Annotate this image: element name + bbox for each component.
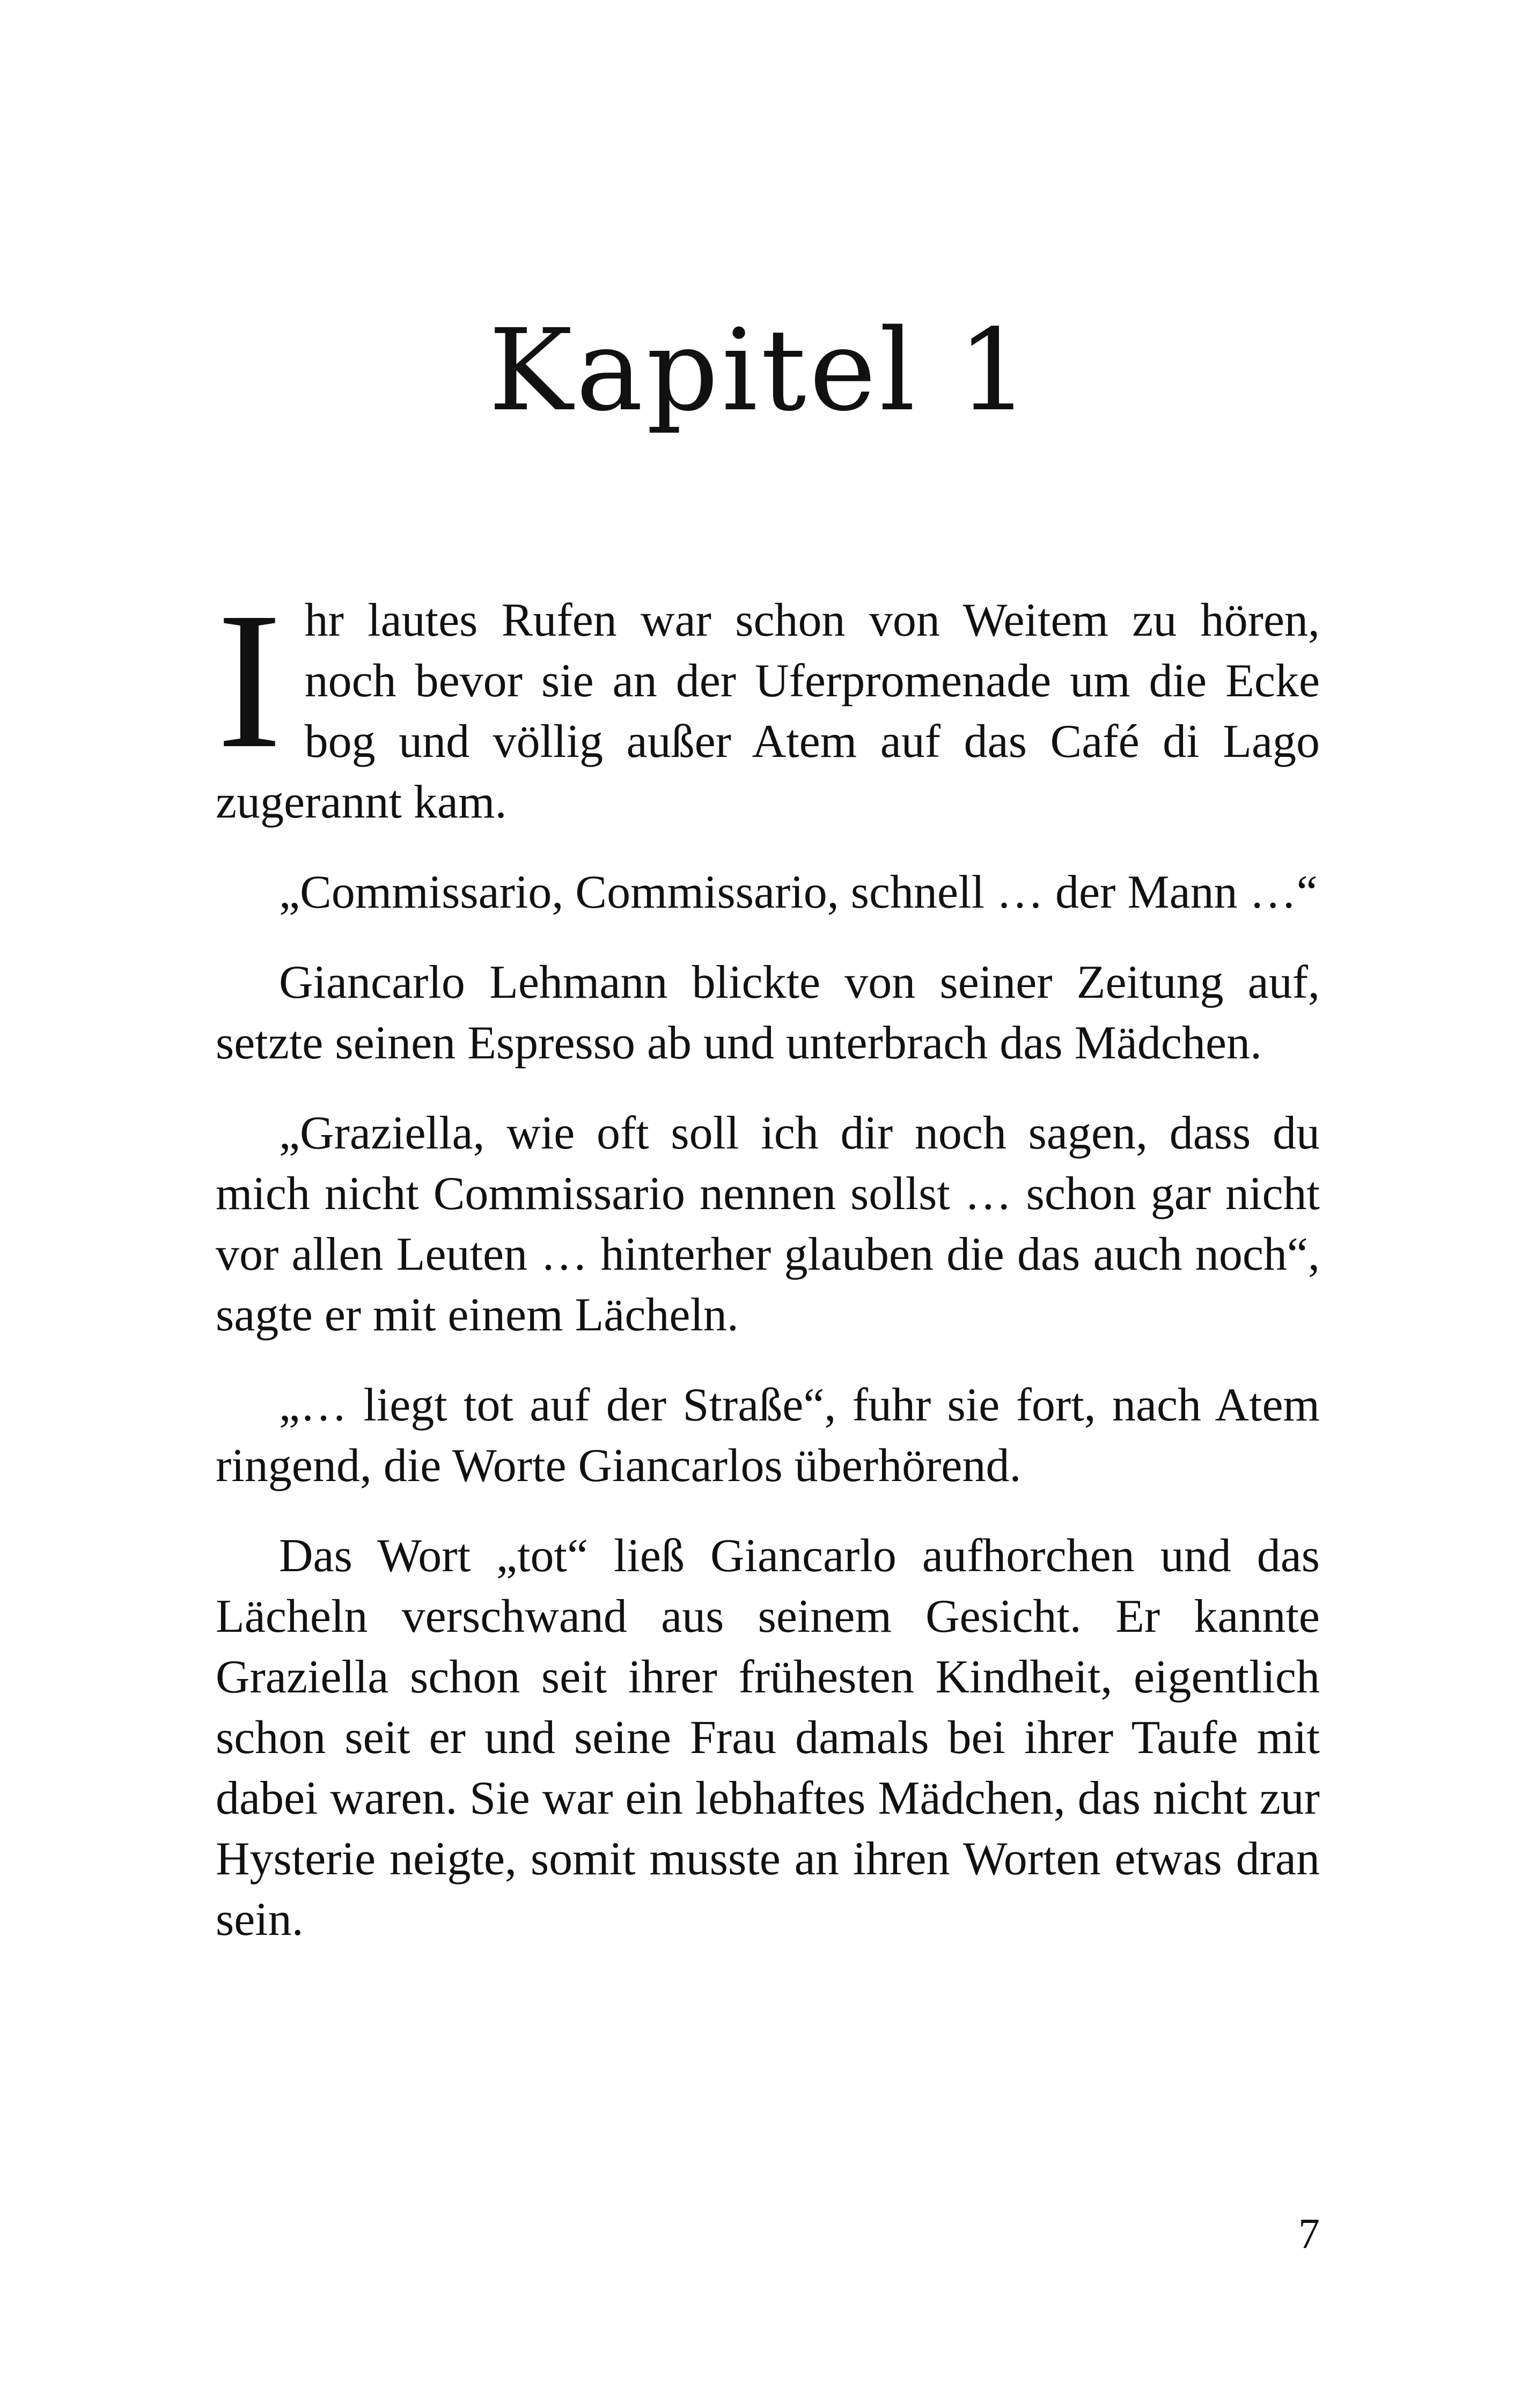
body-text [216, 572, 1320, 1950]
paragraph-text: hr lautes Rufen war schon von Weitem zu hören, noch bevor sie an der Uferpromenade um die Ecke bog und völlig außer Atem auf das Café di Lago zugerannt kam. [216, 594, 1320, 828]
page-number: 7 [1298, 2211, 1320, 2258]
paragraph-3: Giancarlo Lehmann blickte von seiner Zeitung auf, setzte seinen Espresso ab und unterbrach das Mädchen. [216, 956, 1320, 1069]
paragraph-1 [216, 572, 1320, 833]
chapter-title: Kapitel 1 [488, 304, 1033, 436]
paragraph-6: Das Wort „tot“ ließ Giancarlo aufhorchen und das Lächeln verschwand aus seinem Gesicht. Er kannte Graziella schon seit ihrer frühesten Kindheit, eigentlich schon seit er und seine Frau damals bei ihrer Taufe mit dabei waren. Sie war ein lebhaftes Mädchen, das nicht zur Hysterie neigte, somit musste an ihren Worten etwas dran sein. [216, 1530, 1320, 1946]
paragraph-5: „… liegt tot auf der Straße“, fuhr sie fort, nach Atem ringend, die Worte Giancarlos überhörend. [216, 1379, 1320, 1492]
drop-cap: I [217, 572, 282, 789]
paragraph-2: „Commissario, Commissario, schnell … der Mann …“ [279, 866, 1318, 918]
paragraph-4: „Graziella, wie oft soll ich dir noch sagen, dass du mich nicht Commissario nennen sollst … schon gar nicht vor allen Leuten … hinterher glauben die das auch noch“, sagte er mit einem Lächeln. [216, 1107, 1320, 1341]
